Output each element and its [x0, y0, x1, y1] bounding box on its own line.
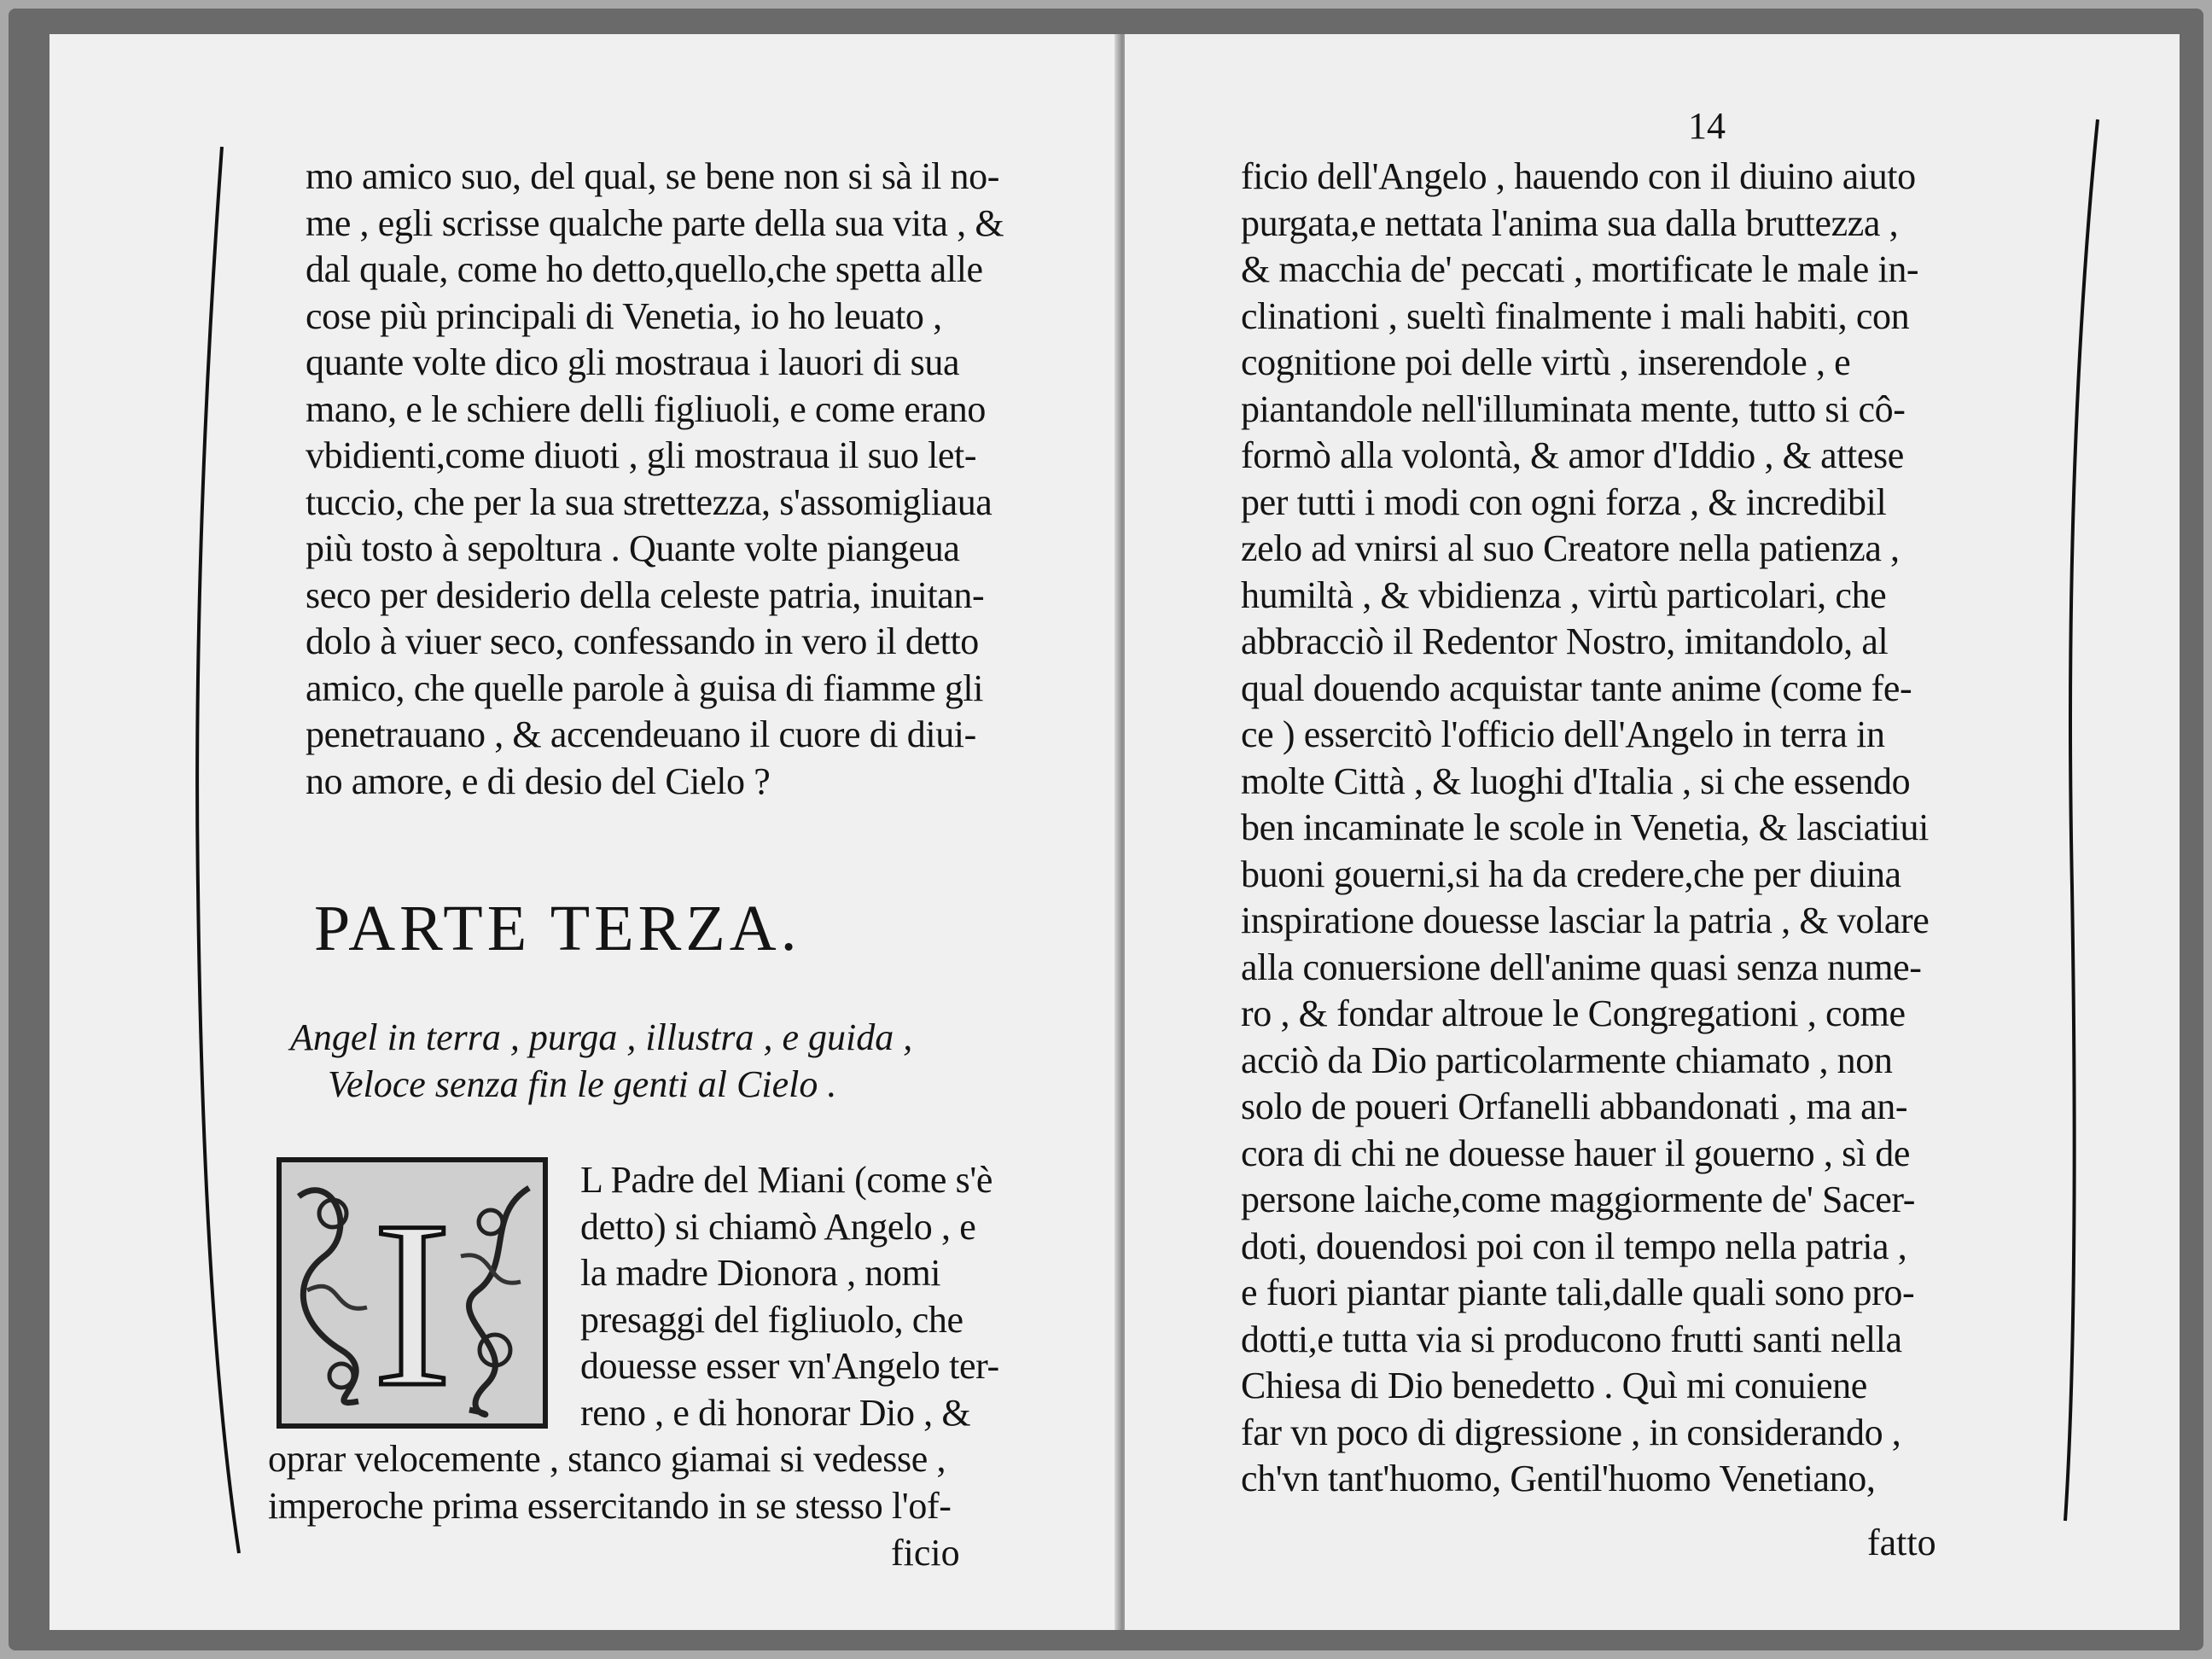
right-text-line-12: qual douendo acquistar tante anime (come fe- [1241, 667, 1912, 709]
foliage-ornament-icon [282, 1162, 543, 1423]
indented-line-5: douesse esser vn'Angelo ter- [580, 1345, 999, 1387]
right-text-line-13: ce ) essercitò l'officio dell'Angelo in terra in [1241, 713, 1885, 755]
right-text-line-16: buoni gouerni,si ha da credere,che per diuina [1241, 853, 1901, 895]
right-text-line-8: per tutti i modi con ogni forza , & incredibil [1241, 480, 1887, 523]
right-text-block [1241, 154, 2060, 1503]
right-text-line-24: doti, douendosi poi con il tempo nella patria , [1241, 1225, 1907, 1267]
left-text-line-9: più tosto à sepoltura . Quante volte piangeua [306, 527, 960, 569]
left-text-line-12: amico, che quelle parole à guisa di fiamme gli [306, 667, 984, 709]
right-catchword: fatto [1867, 1522, 1936, 1563]
left-text-line-3: dal quale, come ho detto,quello,che spetta alle [306, 248, 983, 290]
left-text-line-4: cose più principali di Venetia, io ho leuato , [306, 294, 942, 337]
right-text-line-22: cora di chi ne douesse hauer il gouerno , sì de [1241, 1132, 1910, 1174]
right-text-line-15: ben incaminate le scole in Venetia, & lasciatiui [1241, 806, 1929, 848]
left-text-block [306, 154, 1074, 805]
left-text-line-6: mano, e le schiere delli figliuoli, e come erano [306, 387, 986, 430]
paragraph-line-2: imperoche prima essercitando in se stesso l'of- [268, 1484, 952, 1527]
right-text-line-18: alla conuersione dell'anime quasi senza nume- [1241, 946, 1922, 988]
right-text-line-10: humiltà , & vbidienza , virtù particolari, che [1241, 573, 1887, 616]
svg-text:I: I [372, 1171, 452, 1423]
left-text-line-10: seco per desiderio della celeste patria, inuitan- [306, 573, 985, 616]
section-heading: PARTE TERZA. [314, 893, 801, 964]
decorated-initial [276, 1157, 548, 1429]
left-catchword: ficio [891, 1532, 960, 1574]
right-text-line-7: formò alla volontà, & amor d'Iddio , & attese [1241, 434, 1904, 476]
book-cover-board [9, 9, 2203, 1650]
left-text-line-11: dolo à viuer seco, confessando in vero il detto [306, 620, 979, 662]
right-text-line-14: molte Città , & luoghi d'Italia , si che essendo [1241, 760, 1911, 802]
left-page [49, 34, 1116, 1630]
right-text-line-5: cognitione poi delle virtù , inserendole , e [1241, 341, 1851, 383]
right-text-line-26: dotti,e tutta via si producono frutti santi nella [1241, 1318, 1902, 1360]
paragraph-line-1: oprar velocemente , stanco giamai si vedesse , [268, 1438, 946, 1480]
right-text-line-20: acciò da Dio particolarmente chiamato , non [1241, 1039, 1893, 1081]
page-number: 14 [1688, 105, 1726, 147]
paragraph-indented-lines [580, 1157, 1075, 1436]
right-text-line-21: solo de poueri Orfanelli abbandonati , ma an- [1241, 1086, 1908, 1127]
indented-line-6: reno , e di honorar Dio , & [580, 1391, 971, 1434]
right-text-line-3: & macchia de' peccati , mortificate le male in- [1241, 248, 1919, 290]
left-text-line-5: quante volte dico gli mostraua i lauori di sua [306, 341, 960, 383]
right-text-line-23: persone laiche,come maggiormente de' Sacer- [1241, 1179, 1916, 1220]
left-text-line-8: tuccio, che per la sua strettezza, s'assomigliaua [306, 480, 992, 523]
indented-line-1: L Padre del Miani (come s'è [580, 1159, 992, 1201]
book-spread [49, 34, 2180, 1630]
left-text-line-13: penetrauano , & accendeuano il cuore di diui- [306, 713, 976, 755]
right-text-line-9: zelo ad vnirsi al suo Creatore nella patienza , [1241, 527, 1900, 569]
left-text-line-2: me , egli scrisse qualche parte della sua vita , & [306, 201, 1004, 244]
indented-line-3: la madre Dionora , nomi [580, 1252, 941, 1294]
motto-line-1: Angel in terra , purga , illustra , e guida , [290, 1016, 913, 1058]
right-text-line-17: inspiratione douesse lasciar la patria , & volare [1241, 899, 1930, 941]
left-text-line-7: vbidienti,come diuoti , gli mostraua il suo let- [306, 434, 977, 476]
right-text-line-28: far vn poco di digressione , in considerando , [1241, 1411, 1901, 1453]
right-text-line-27: Chiesa di Dio benedetto . Quì mi conuiene [1241, 1365, 1867, 1406]
left-text-line-14: no amore, e di desio del Cielo ? [306, 760, 771, 802]
right-text-line-4: clinationi , sueltì finalmente i mali habiti, con [1241, 294, 1910, 337]
indented-line-4: presaggi del figliuolo, che [580, 1298, 963, 1341]
left-text-line-1: mo amico suo, del qual, se bene non si sà il no- [306, 155, 999, 197]
right-text-line-2: purgata,e nettata l'anima sua dalla bruttezza , [1241, 201, 1899, 244]
right-text-line-11: abbracciò il Redentor Nostro, imitandolo, al [1241, 620, 1889, 662]
motto-line-2: Veloce senza fin le genti al Cielo . [328, 1063, 837, 1105]
paragraph-full-lines [268, 1436, 1070, 1529]
right-page [1125, 34, 2180, 1630]
right-text-line-6: piantandole nell'illuminata mente, tutto si cô- [1241, 387, 1906, 430]
right-text-line-29: ch'vn tant'huomo, Gentil'huomo Venetiano, [1241, 1458, 1876, 1499]
right-text-line-1: ficio dell'Angelo , hauendo con il diuino aiuto [1241, 155, 1916, 197]
right-text-line-19: ro , & fondar altroue le Congregationi , come [1241, 992, 1906, 1034]
right-text-line-25: e fuori piantar piante tali,dalle quali sono pro- [1241, 1272, 1915, 1313]
indented-line-2: detto) si chiamò Angelo , e [580, 1205, 976, 1248]
